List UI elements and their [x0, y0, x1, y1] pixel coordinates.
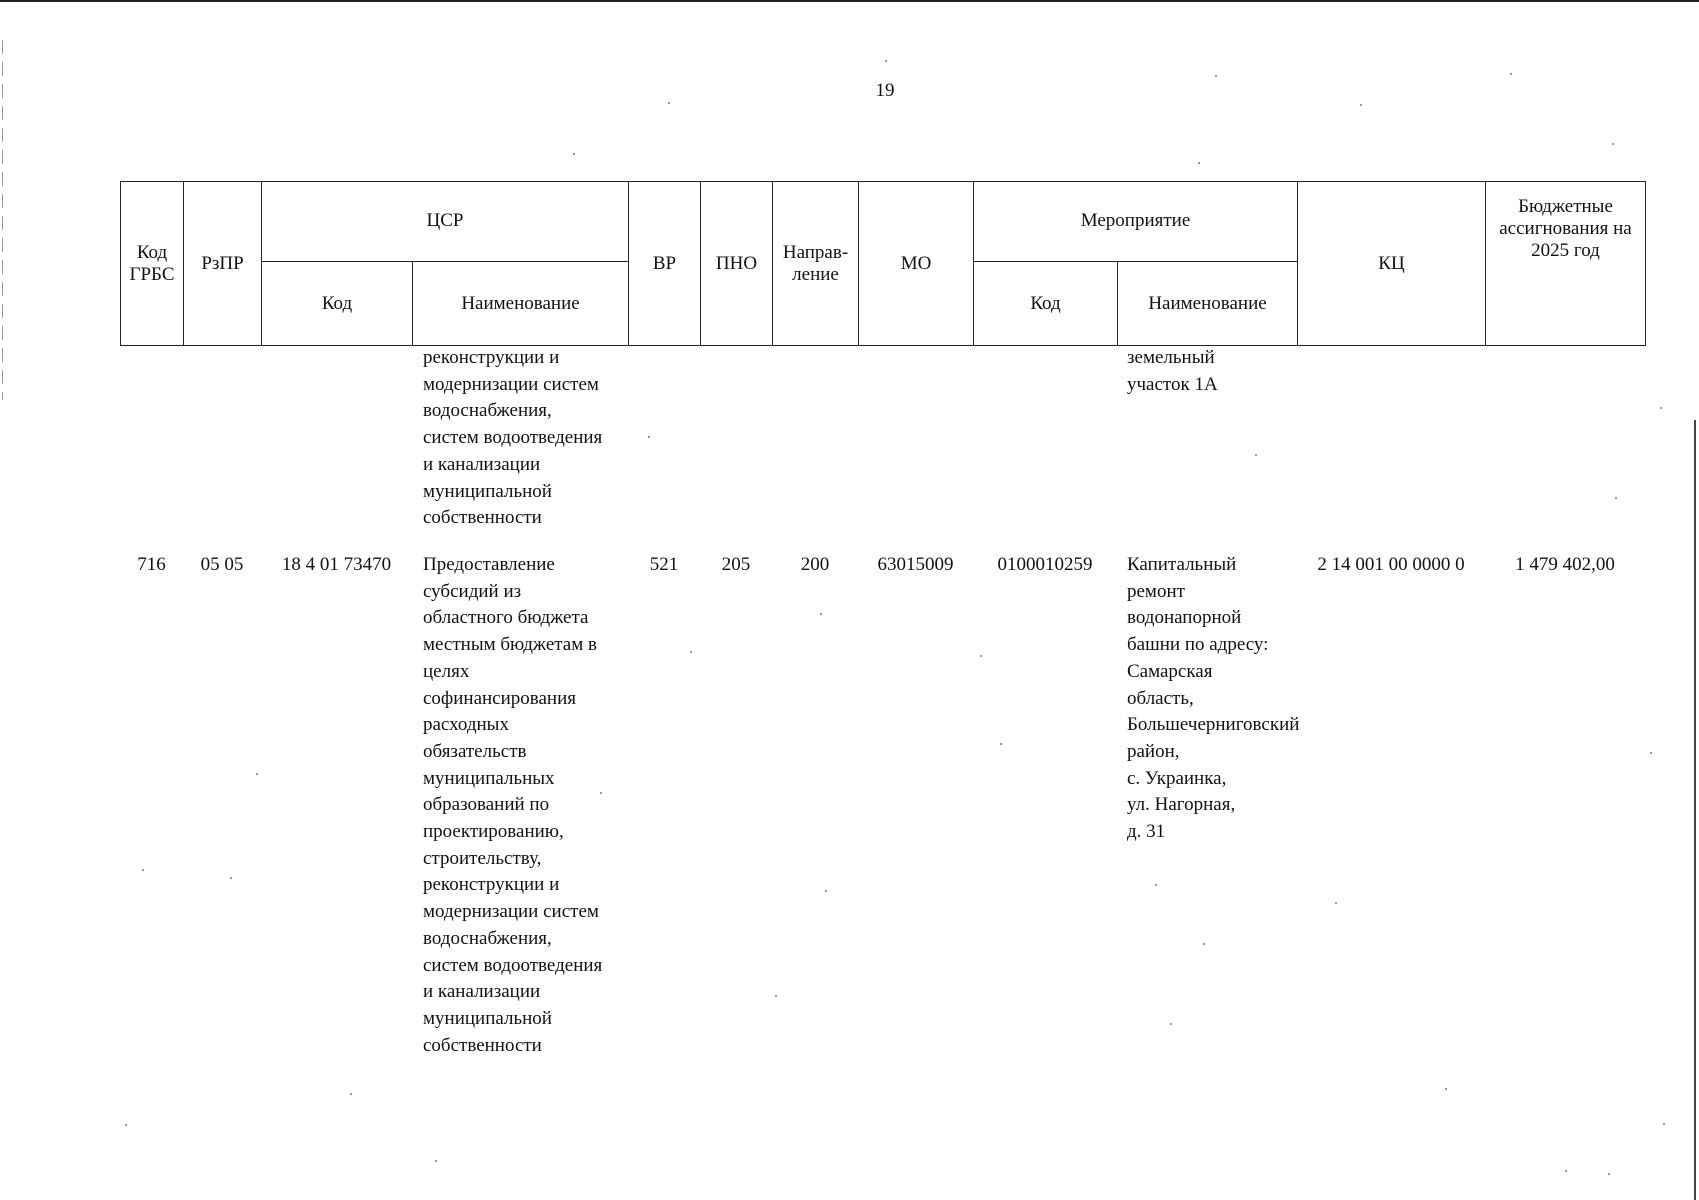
header-rzpr: РзПР	[184, 182, 262, 346]
cell-vr: 521	[649, 554, 679, 575]
header-mo: МО	[859, 182, 974, 346]
header-csr-kod: Код	[262, 262, 413, 346]
cell-mer-kod: 0100010259	[997, 554, 1093, 575]
cell-kc: 2 14 001 00 0000 0	[1317, 554, 1465, 575]
header-csr-name: Наименование	[413, 262, 629, 346]
continuation-mer-name: земельный участок 1А	[1127, 347, 1218, 395]
page-number: 19	[875, 80, 895, 101]
cell-csr-name: Предоставление субсидий из областного бюджета местным бюджетам в целях софинансирования расходных обязательств муниципальных образований по проектированию, строительству, реконструкции и модернизации систем водоснабжения, систем водоотведения и канализации муниципальной собственности	[423, 554, 603, 1056]
scan-right-edge	[1694, 420, 1696, 1200]
continuation-csr-name: реконструкции и модернизации систем водоснабжения, систем водоотведения и канализации муниципальной собственности	[423, 347, 603, 529]
cell-pno: 205	[721, 554, 751, 575]
header-table	[120, 181, 1646, 346]
cell-napravlenie: 200	[800, 554, 830, 575]
header-kod-grbs: Код ГРБС	[121, 182, 184, 346]
header-napravlenie: Направ- ление	[773, 182, 859, 346]
table-header	[120, 181, 1646, 346]
header-mer-name: Наименование	[1118, 262, 1298, 346]
header-csr: ЦСР	[262, 182, 629, 262]
header-meropriyatie: Мероприятие	[974, 182, 1298, 262]
page-top-border	[0, 0, 1699, 2]
header-vr: ВР	[629, 182, 701, 346]
cell-mo: 63015009	[877, 554, 954, 575]
cell-rzpr: 05 05	[200, 554, 244, 575]
header-mer-kod: Код	[974, 262, 1118, 346]
header-kc: КЦ	[1298, 182, 1486, 346]
header-budget: Бюджетные ассигнования на 2025 год	[1486, 182, 1646, 346]
scan-left-edge	[2, 40, 3, 400]
header-pno: ПНО	[701, 182, 773, 346]
cell-mer-name: Капитальный ремонт водонапорной башни по адресу: Самарская область, Большечерниговский район, с. Украинка, ул. Нагорная, д. 31	[1127, 554, 1300, 843]
cell-kod-grbs: 716	[137, 554, 166, 575]
cell-csr-kod: 18 4 01 73470	[281, 554, 392, 575]
cell-budget: 1 479 402,00	[1515, 554, 1615, 575]
